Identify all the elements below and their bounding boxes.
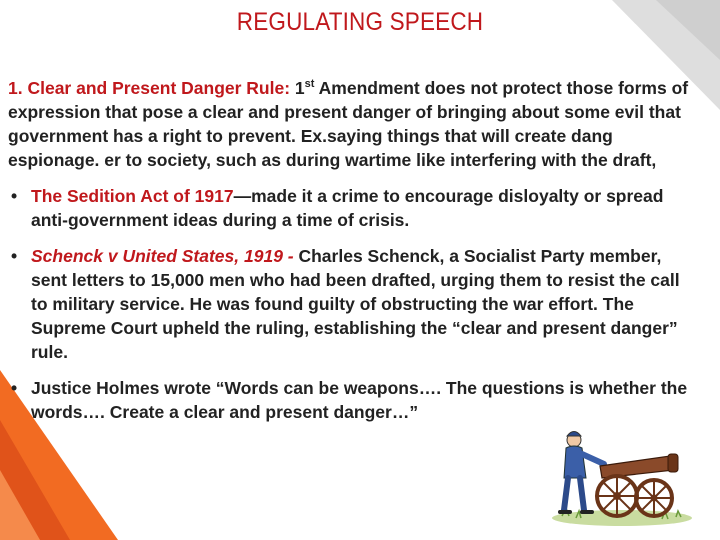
bullet-text: Charles Schenck, a Socialist Party member, sent letters to 15,000 men who had been drafted, urging them to resist the call to military service. He was found guilty of obstructing the war effort. The Supreme Court upheld the ruling, establishing the “clear and present danger” rule. — [31, 246, 680, 362]
intro-ordinal-number: 1 — [294, 78, 305, 98]
bullet-icon: • — [11, 246, 18, 266]
intro-paragraph — [8, 76, 698, 172]
bullet-highlight: Schenck v United States, 1919 - — [31, 246, 299, 266]
intro-ordinal-suffix: st — [304, 78, 315, 91]
intro-lead: 1. Clear and Present Danger Rule: — [8, 78, 295, 98]
bullet-icon: • — [11, 378, 18, 398]
bullet-list — [8, 184, 698, 424]
intro-text: Amendment does not protect those forms of expression that pose a clear and present danger of bringing about some evil that government has a right to prevent. Ex.saying things that will create dang espionage. er to society, such as during wartime like interfering with the draft, — [8, 78, 689, 170]
bullet-item-schenck — [8, 244, 698, 364]
slide-title: REGULATING SPEECH — [236, 8, 484, 36]
bullet-icon: • — [11, 186, 18, 206]
bullet-text: —made it a crime to encourage disloyalty or spread anti-government ideas during a time of crisis. — [31, 186, 664, 230]
slide-body — [8, 76, 698, 424]
bullet-item-holmes — [8, 376, 698, 424]
bullet-item-sedition-act — [8, 184, 698, 232]
soldier-with-cannon-clipart-icon — [542, 418, 692, 528]
bullet-highlight: The Sedition Act of 1917 — [31, 186, 234, 206]
bullet-text: Justice Holmes wrote “Words can be weapons…. The questions is whether the words…. Create a clear and present danger…” — [31, 378, 688, 422]
